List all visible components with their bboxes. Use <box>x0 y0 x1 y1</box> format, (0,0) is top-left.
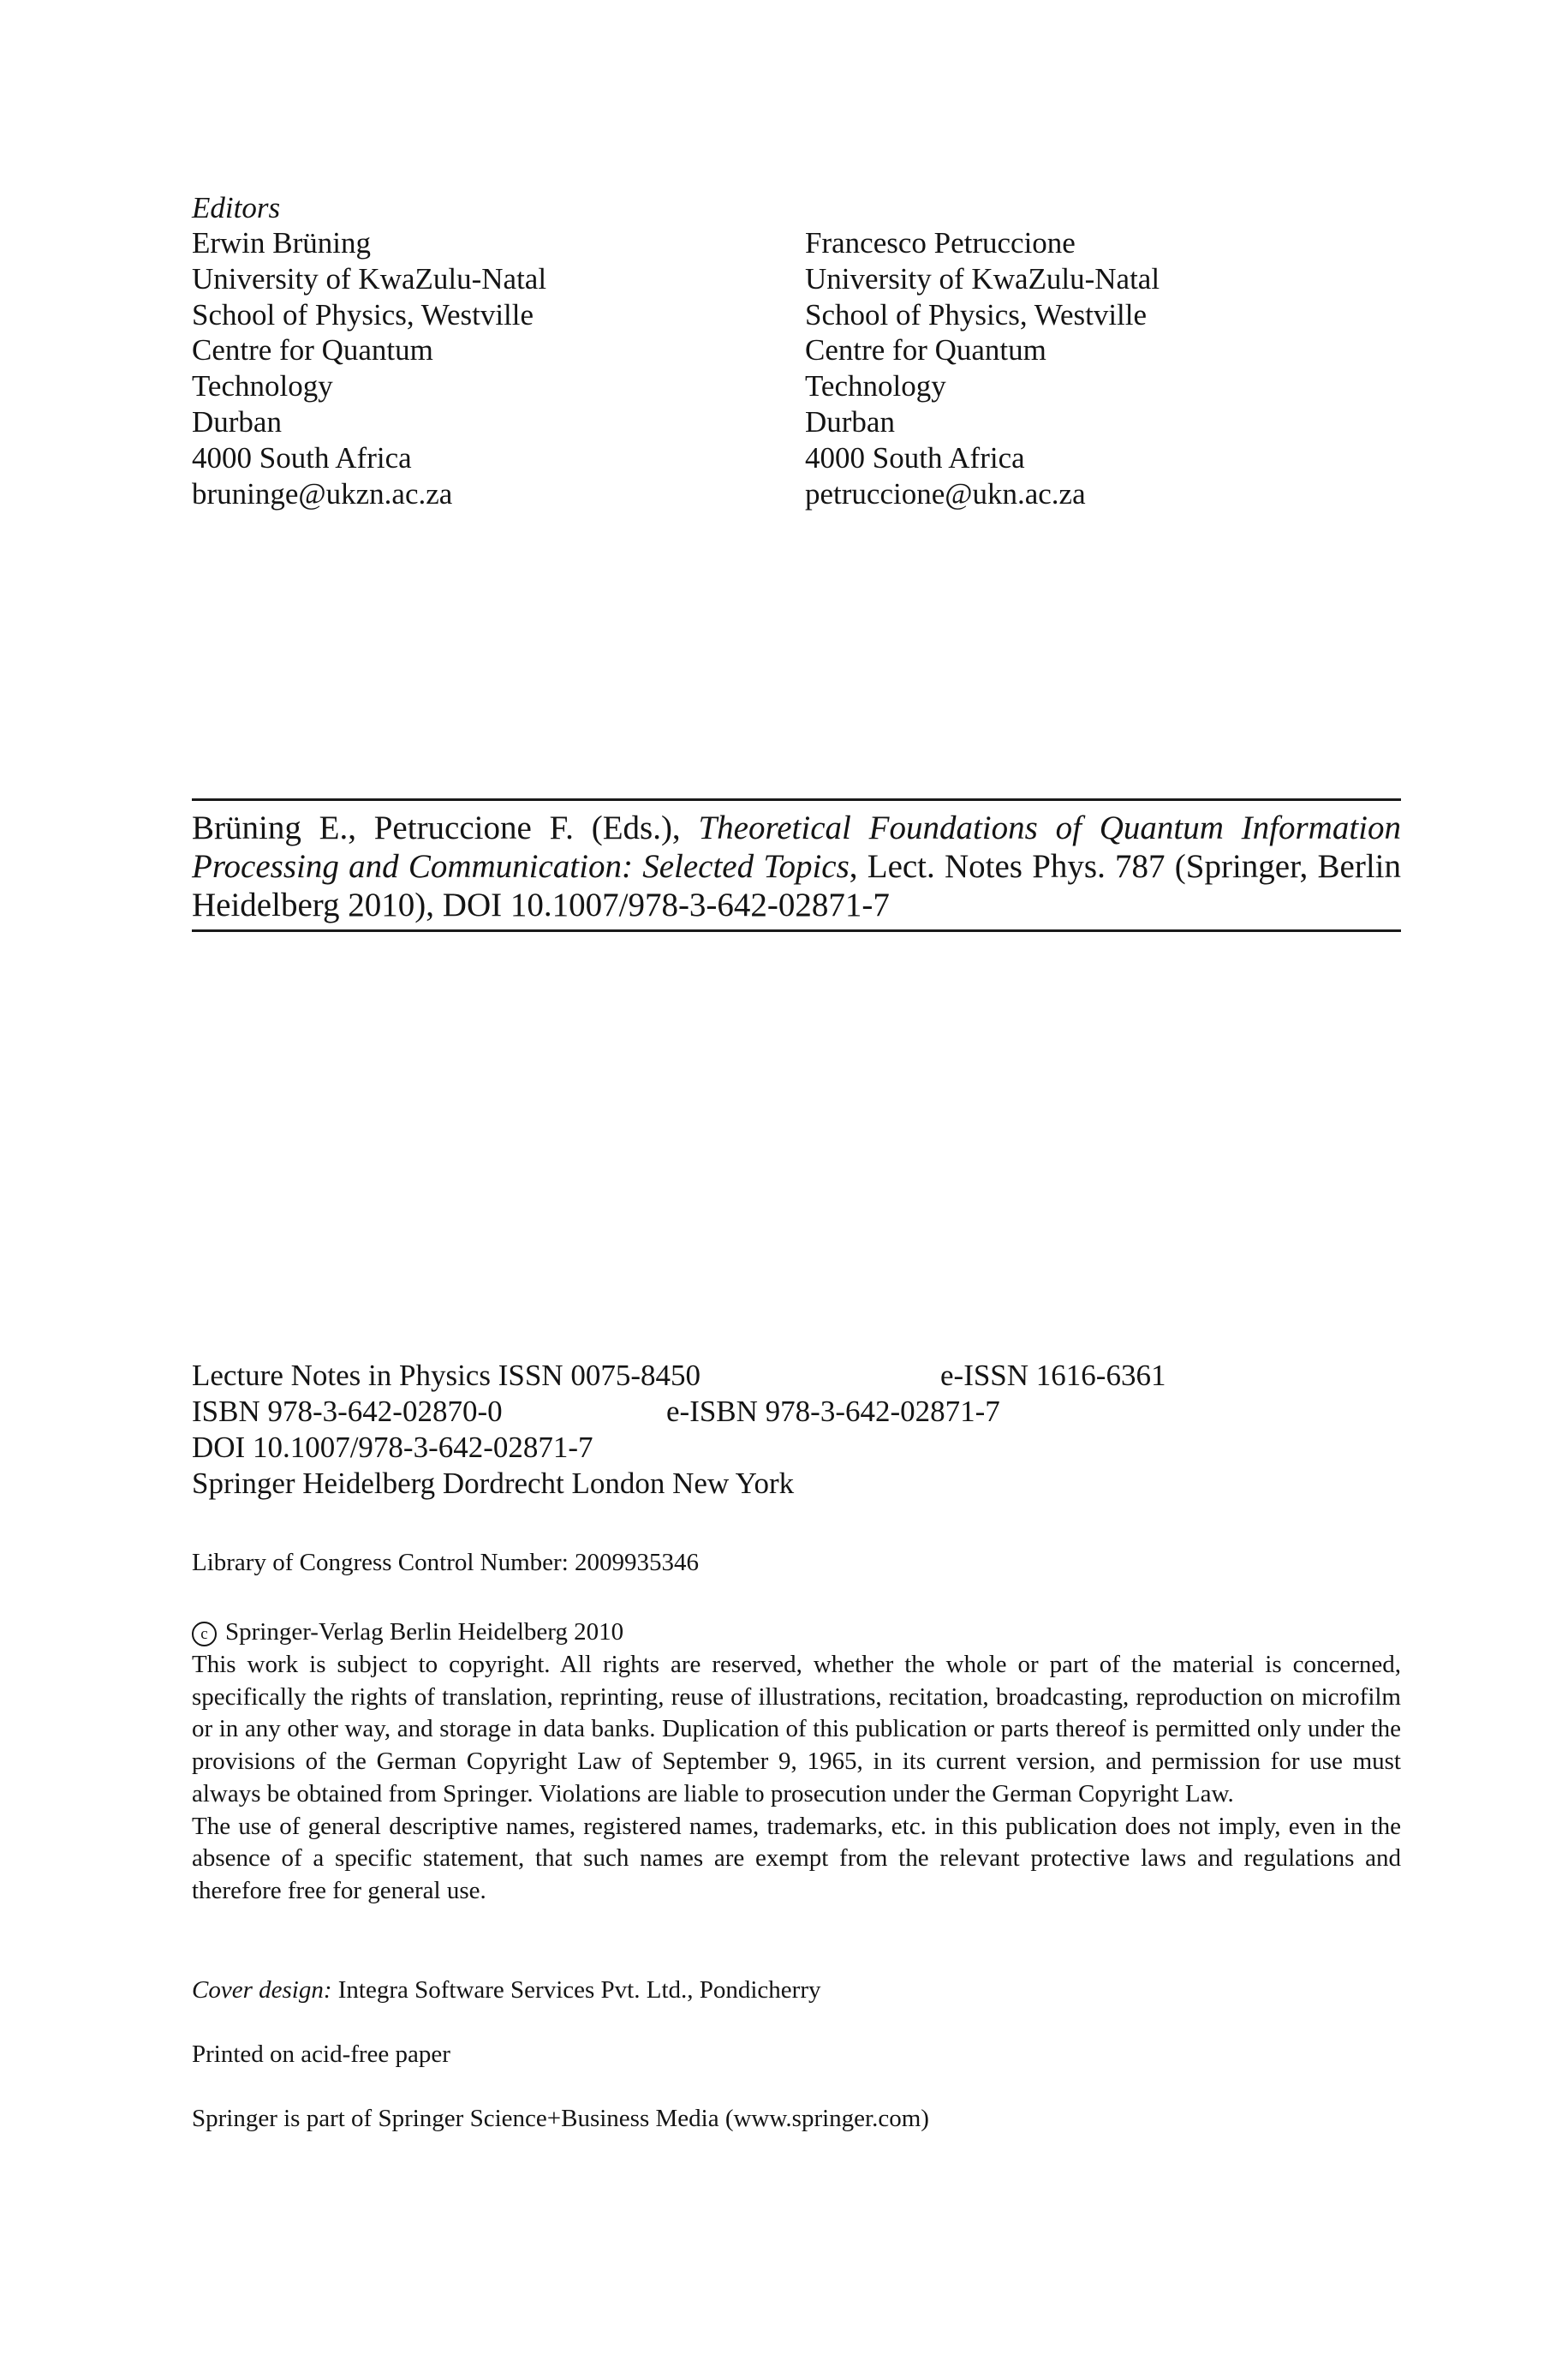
editor-right-name: Francesco Petruccione <box>805 226 1076 260</box>
copyright-holder: Springer-Verlag Berlin Heidelberg 2010 <box>225 1618 624 1646</box>
editor-left-address <box>192 225 546 511</box>
editors-heading: Editors <box>192 191 281 224</box>
editor-left-country: 4000 South Africa <box>192 440 412 475</box>
editor-right-centre-cont: Technology <box>805 369 946 403</box>
editor-right-centre: Centre for Quantum <box>805 333 1046 367</box>
editor-right-country: 4000 South Africa <box>805 440 1025 475</box>
cover-design-value: Integra Software Services Pvt. Ltd., Pondicherry <box>331 1976 821 2004</box>
editor-right-university: University of KwaZulu-Natal <box>805 261 1160 296</box>
citation-authors: Brüning E., Petruccione F. (Eds.), <box>192 810 681 846</box>
editor-left-name: Erwin Brüning <box>192 226 372 260</box>
series-eissn: e-ISSN 1616-6361 <box>940 1359 1166 1392</box>
series-issn: Lecture Notes in Physics ISSN 0075-8450 <box>192 1359 701 1392</box>
copyright-paragraph-1: This work is subject to copyright. All rights are reserved, whether the whole or part of the material is concerned, specifically the rights of translation, reprinting, reuse of illustrations, recitation, broadcasting, reproduction on microfilm or in any other way, and storage in data banks. Duplication of this publication or parts thereof is permitted only under the provisions of the German Copyright Law of September 9, 1965, in its current version, and permission for use must always be obtained from Springer. Violations are liable to prosecution under the German Copyright Law. <box>192 1651 1401 1807</box>
printed-note: Printed on acid-free paper <box>192 2040 450 2068</box>
citation-title: Theoretical Foundations of Quantum Information Processing and Communication: Selected Topics <box>192 810 1401 885</box>
citation-rule-bottom <box>192 929 1401 932</box>
series-eisbn: e-ISBN 978-3-642-02871-7 <box>666 1395 1000 1428</box>
editor-left-email: bruninge@ukzn.ac.za <box>192 476 453 511</box>
editor-right-address <box>805 225 1160 511</box>
editor-left-centre: Centre for Quantum <box>192 333 433 367</box>
editor-left-city: Durban <box>192 404 282 439</box>
library-of-congress: Library of Congress Control Number: 2009935346 <box>192 1549 700 1576</box>
copyright-icon: c <box>192 1622 217 1646</box>
editor-right-city: Durban <box>805 404 895 439</box>
series-doi: DOI 10.1007/978-3-642-02871-7 <box>192 1431 593 1464</box>
springer-note: Springer is part of Springer Science+Business Media (www.springer.com) <box>192 2105 929 2132</box>
citation-rule-top <box>192 798 1401 801</box>
editor-left-centre-cont: Technology <box>192 369 333 403</box>
copyright-paragraph-2: The use of general descriptive names, registered names, trademarks, etc. in this publication does not imply, even in the absence of a specific statement, that such names are exempt from the relevant protective laws and regulations and therefore free for general use. <box>192 1812 1401 1904</box>
editor-right-email: petruccione@ukn.ac.za <box>805 476 1086 511</box>
copyright-body <box>192 1649 1401 1908</box>
cover-design <box>192 1975 821 2007</box>
cover-design-label: Cover design: <box>192 1976 332 2004</box>
citation <box>192 809 1401 924</box>
citation-details: , Lect. Notes Phys. 787 (Springer, Berlin Heidelberg 2010), DOI 10.1007/978-3-642-02871-7 <box>192 848 1401 923</box>
editor-right-school: School of Physics, Westville <box>805 297 1148 332</box>
series-isbn: ISBN 978-3-642-02870-0 <box>192 1395 503 1428</box>
copyright-line <box>192 1616 623 1649</box>
series-publisher: Springer Heidelberg Dordrecht London New York <box>192 1467 795 1500</box>
editor-left-school: School of Physics, Westville <box>192 297 534 332</box>
editor-left-university: University of KwaZulu-Natal <box>192 261 547 296</box>
